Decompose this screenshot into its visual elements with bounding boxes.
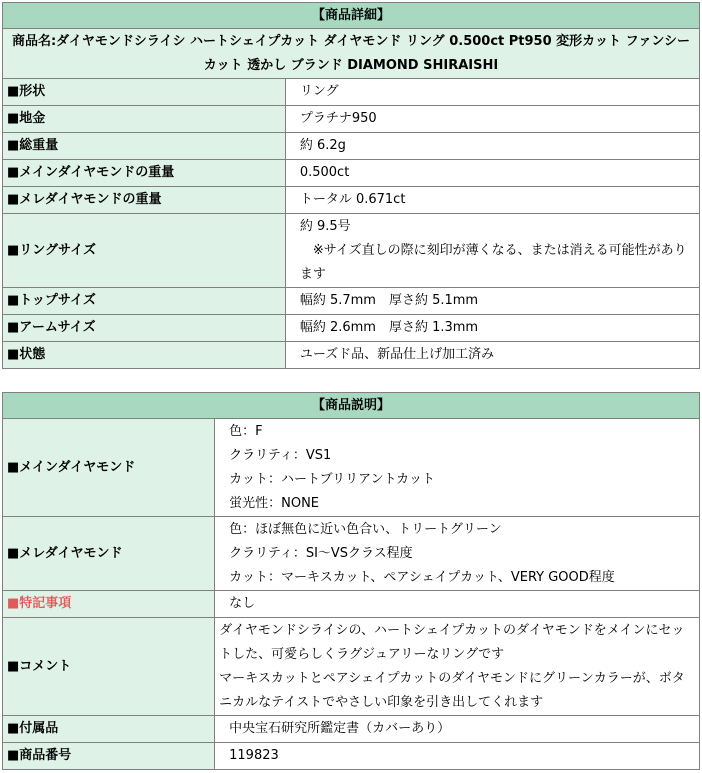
label-melee-diamond: ■メレダイヤモンド bbox=[3, 517, 215, 591]
comment-line-1: ダイヤモンドシライシの、ハートシェイプカットのダイヤモンドをメインにセットした、可愛らしくラグジュアリーなリングです bbox=[219, 622, 685, 662]
label-main-diamond-weight: ■メインダイヤモンドの重量 bbox=[3, 160, 286, 187]
label-metal: ■地金 bbox=[3, 106, 286, 133]
label-ring-size: ■リングサイズ bbox=[3, 214, 286, 288]
value-main-diamond-weight: 0.500ct bbox=[285, 160, 699, 187]
label-accessories: ■付属品 bbox=[3, 716, 215, 743]
value-special-notes: なし bbox=[215, 591, 700, 618]
melee-diamond-clarity: クラリティ：SI～VSクラス程度 bbox=[229, 545, 413, 561]
product-title: 商品名:ダイヤモンドシライシ ハートシェイプカット ダイヤモンド リング 0.500ct Pt950 変形カット ファンシーカット 透かし ブランド DIAMOND SHIRAISHI bbox=[3, 29, 700, 79]
description-table bbox=[2, 392, 700, 770]
value-comment bbox=[215, 618, 700, 716]
value-metal: プラチナ950 bbox=[285, 106, 699, 133]
label-product-number: ■商品番号 bbox=[3, 743, 215, 770]
melee-diamond-color: 色：ほぼ無色に近い色合い、トリートグリーン bbox=[229, 521, 502, 537]
ring-size-line: 約 9.5号 bbox=[299, 218, 351, 234]
label-special-notes: ■特記事項 bbox=[3, 591, 215, 618]
value-condition: ユーズド品、新品仕上げ加工済み bbox=[285, 342, 699, 369]
label-shape: ■形状 bbox=[3, 79, 286, 106]
value-top-size: 幅約 5.7mm 厚さ約 5.1mm bbox=[285, 288, 699, 315]
value-accessories: 中央宝石研究所鑑定書（カバーあり） bbox=[215, 716, 700, 743]
value-product-number: 119823 bbox=[215, 743, 700, 770]
label-main-diamond: ■メインダイヤモンド bbox=[3, 419, 215, 517]
label-top-size: ■トップサイズ bbox=[3, 288, 286, 315]
value-melee-diamond-weight: トータル 0.671ct bbox=[285, 187, 699, 214]
value-arm-size: 幅約 2.6mm 厚さ約 1.3mm bbox=[285, 315, 699, 342]
main-diamond-color: 色：F bbox=[229, 423, 263, 439]
description-header: 【商品説明】 bbox=[3, 393, 700, 419]
label-condition: ■状態 bbox=[3, 342, 286, 369]
label-total-weight: ■総重量 bbox=[3, 133, 286, 160]
label-melee-diamond-weight: ■メレダイヤモンドの重量 bbox=[3, 187, 286, 214]
value-ring-size bbox=[285, 214, 699, 288]
details-table bbox=[2, 2, 700, 369]
value-shape: リング bbox=[285, 79, 699, 106]
label-comment: ■コメント bbox=[3, 618, 215, 716]
label-arm-size: ■アームサイズ bbox=[3, 315, 286, 342]
melee-diamond-cut: カット：マーキスカット、ペアシェイプカット、VERY GOOD程度 bbox=[229, 569, 615, 585]
main-diamond-fluorescence: 蛍光性：NONE bbox=[229, 495, 320, 511]
ring-size-note: ※サイズ直しの際に刻印が薄くなる、または消える可能性があります bbox=[299, 242, 687, 282]
value-total-weight: 約 6.2g bbox=[285, 133, 699, 160]
main-diamond-cut: カット：ハートブリリアントカット bbox=[229, 471, 436, 487]
value-main-diamond bbox=[215, 419, 700, 517]
details-header: 【商品詳細】 bbox=[3, 3, 700, 29]
value-melee-diamond bbox=[215, 517, 700, 591]
comment-line-2: マーキスカットとペアシェイプカットのダイヤモンドにグリーンカラーが、ボタニカルなテイストでやさしい印象を引き出してくれます bbox=[219, 670, 685, 710]
main-diamond-clarity: クラリティ：VS1 bbox=[229, 447, 332, 463]
